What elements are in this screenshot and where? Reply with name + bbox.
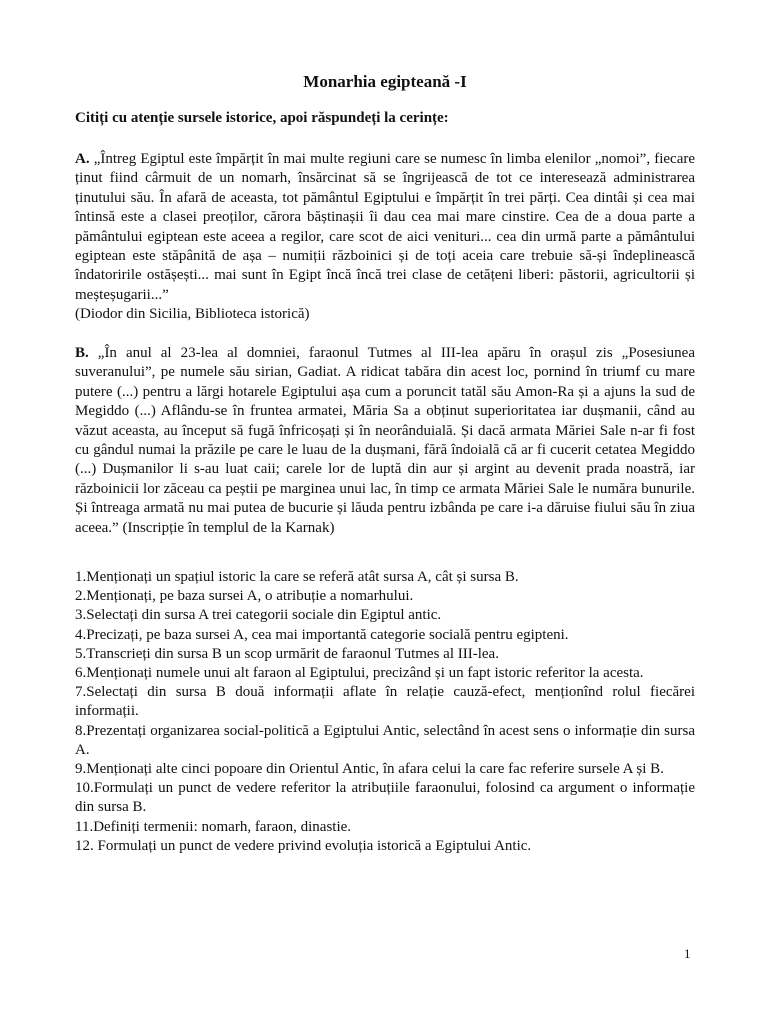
question-item: 3.Selectați din sursa A trei categorii sociale din Egiptul antic. [75, 607, 442, 624]
source-b-letter: B. [75, 345, 89, 361]
question-item: 7.Selectați din sursa B două informații aflate în relație cauză-efect, menționînd rolul fiecărei informații. [75, 684, 695, 720]
questions-list [75, 568, 695, 856]
question-item: 12. Formulați un punct de vedere privind evoluția istorică a Egiptului Antic. [75, 837, 532, 854]
question-item: 4.Precizați, pe baza sursei A, cea mai importantă categorie socială pentru egipteni. [75, 626, 569, 643]
question-item: 2.Menționați, pe baza sursei A, o atribuție a nomarhului. [75, 588, 414, 605]
source-a-citation: (Diodor din Sicilia, Biblioteca istorică) [75, 306, 310, 323]
question-item: 10.Formulați un punct de vedere referitor la atribuțiile faraonului, folosind ca argument o informație din sursa B. [75, 780, 695, 816]
source-b-text: „În anul al 23-lea al domniei, faraonul Tutmes al III-lea apăru în orașul zis „Posesiunea suveranului”, pe numele său sirian, Gadiat. A ridicat tabăra din acest loc, pornind în triumf cu mare putere (...) pentru a lărgi hotarele Egiptului așa cum a poruncit tatăl său Amon-Ra și a ajuns la sud de Megiddo (...) Aflându-se în fruntea armatei, Măria Sa a obținut superioritatea iar dușmanii, când au văzut aceasta, au început să fugă înfricoșați și în neorânduială. Și dacă armata Măriei Sale n-ar fi fost cu gândul numai la prăzile pe care le luau de la dușmani, fără îndoială că ar fi cucerit cetatea Megiddo (...) Dușmanilor li s-au luat caii; carele lor de luptă din aur și argint au devenit prada noastră, iar războinicii lor zăceau ca peștii pe marginea unui lac, în timp ce armata Măriei Sale le număra bunurile. Și întreaga armată nu mai putea de bucurie și lăuda pentru izbânda pe care i-a dăruise fiului său în ziua aceea.” [75, 345, 695, 536]
source-a-paragraph [75, 150, 695, 325]
question-item: 9.Menționați alte cinci popoare din Orientul Antic, în afara celui la care fac referire sursele A și B. [75, 761, 664, 778]
question-item: 6.Menționați numele unui alt faraon al Egiptului, precizând și un fapt istoric referitor la acesta. [75, 665, 644, 682]
instruction-text: Citiți cu atenție sursele istorice, apoi răspundeți la cerințe: [75, 110, 449, 126]
question-item: 8.Prezentați organizarea social-politică a Egiptului Antic, selectând în acest sens o informație din sursa A. [75, 722, 695, 758]
source-a-text: „Întreg Egiptul este împărțit în mai multe regiuni care se numesc în limba elenilor „nomoi”, fiecare ținut fiind cârmuit de un nomarh, însărcinat să se îngrijească de tot ce interesează administrarea ținutului său. În afară de aceasta, tot pământul Egiptului e împărțit în trei părți. Cea dintâi și cea mai întinsă este a clasei preoților, cărora băștinașii îi dau cea mai mare cinstire. Cea de a doua parte a pământului egiptean este aceea a regilor, care scot de aici venituri... cea din urmă parte a pământului egiptean este stăpânită de așa – numiții războinici și de toți aceia care trebuie să-și îndeplinească îndatoririle ostășești... mai sunt în Egipt încă încă trei clase de cetățeni liberi: păstorii, agricultorii și meșteșugarii...” [75, 151, 696, 303]
page-title: Monarhia egipteană -I [303, 72, 467, 91]
source-b-paragraph [75, 344, 695, 538]
source-b-citation: (Inscripție în templul de la Karnak) [122, 519, 335, 536]
page-number: 1 [684, 946, 691, 961]
question-item: 1.Menționați un spațiul istoric la care se referă atât sursa A, cât și sursa B. [75, 569, 519, 585]
question-item: 11.Definiți termenii: nomarh, faraon, dinastie. [75, 818, 352, 835]
source-a-letter: A. [75, 151, 90, 167]
question-item: 5.Transcrieți din sursa B un scop urmărit de faraonul Tutmes al III-lea. [75, 645, 499, 662]
